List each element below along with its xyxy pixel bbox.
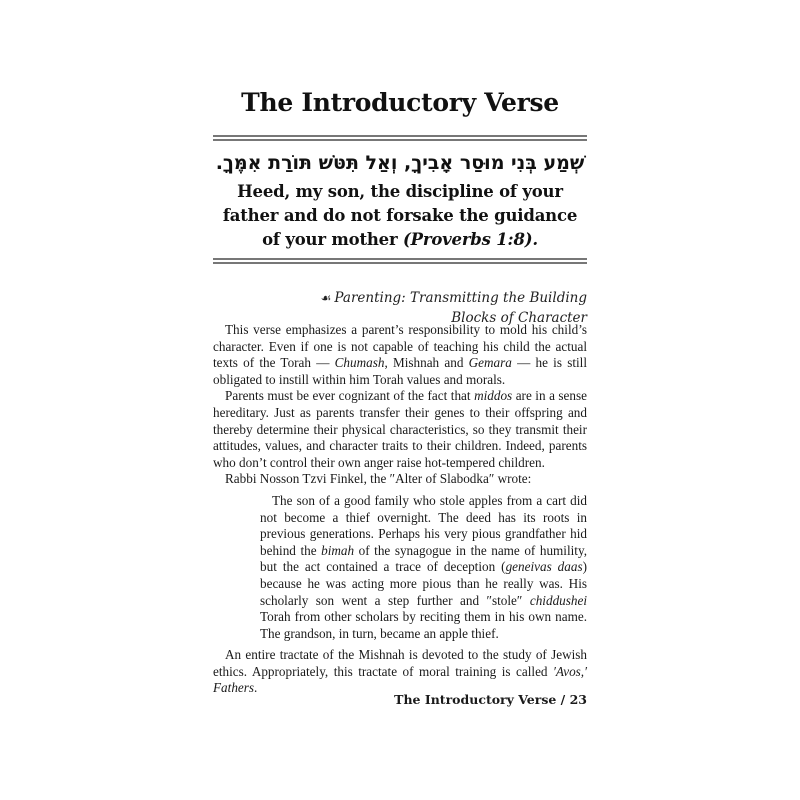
paragraph: Parents must be ever cognizant of the fact that middos are in a sense hereditary. Just as parents transfer their genes to their offspring and thereby determine their physical characteristics, so they transmit their attitudes, values, and character traits to their children. Indeed, parents who don’t control their own anger raise hot-tempered children. [213,388,587,470]
double-rule-top [213,135,587,141]
running-footer: The Introductory Verse / 23 [394,692,587,707]
body-text [213,322,587,697]
double-rule-bottom [213,258,587,264]
verse-text: Heed, my son, the discipline of your father and do not forsake the guidance of your mother [222,182,578,249]
fleuron-icon: ☙ [320,291,332,305]
verse-translation [213,180,587,252]
chapter-title: The Introductory Verse [241,88,559,117]
paragraph: This verse emphasizes a parent’s responsibility to mold his child’s character. Even if one is not capable of teaching his child the actual texts of the Torah — Chumash, Mishnah and Gemara — he is still obligated to instill within him Torah values and morals. [213,322,587,387]
book-page [213,0,587,800]
paragraph: An entire tractate of the Mishnah is devoted to the study of Jewish ethics. Appropriately, this tractate of moral training is called ′Avos,′ Fathers. [213,647,587,696]
block-quote: The son of a good family who stole apples from a cart did not become a thief overnight. The deed has its roots in previous generations. Perhaps his very pious grandfather hid behind the bimah of the synagogue in the name of humility, but the act contained a trace of deception (geneivas daas) because he was acting more pious than he really was. His scholarly son went a step further and ″stole″ chiddushei Torah from other scholars by reciting them in his own name. The grandson, in turn, became an apple thief. [260,492,587,641]
verse-reference: (Proverbs 1:8). [403,230,538,249]
section-heading-text: Parenting: Transmitting the Building Blocks of Character [334,290,587,326]
paragraph: Rabbi Nosson Tzvi Finkel, the ″Alter of Slabodka″ wrote: [225,471,532,487]
hebrew-verse: שְׁמַע בְּנִי מוּסַר אָבִיךָ, וְאַל תִּטֹּשׁ תּוֹרַת אִמֶּךָ. [215,152,585,174]
